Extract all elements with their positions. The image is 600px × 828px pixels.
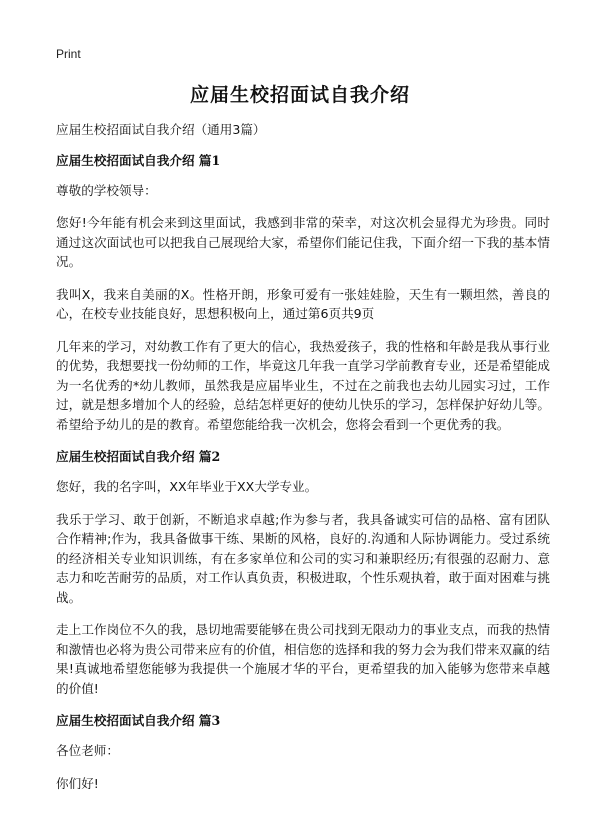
print-label: Print xyxy=(56,47,81,61)
section-3-paragraph: 你们好! xyxy=(56,775,99,791)
document-body xyxy=(56,120,550,806)
section-heading-1: 应届生校招面试自我介绍 篇1 xyxy=(56,152,221,168)
page-title: 应届生校招面试自我介绍 xyxy=(189,84,410,106)
document-subtitle: 应届生校招面试自我介绍（通用3篇） xyxy=(56,122,266,137)
section-heading-3: 应届生校招面试自我介绍 篇3 xyxy=(56,713,221,728)
section-3-paragraph: 各位老师： xyxy=(56,743,119,758)
section-2-paragraph: 您好，我的名字叫，XX年毕业于XX大学专业。 xyxy=(56,479,318,494)
section-2-paragraph: 走上工作岗位不久的我，恳切地需要能够在贵公司找到无限动力的事业支点，而我的热情和激情也必将为贵公司带来应有的价值，相信您的选择和我的努力会为我们带来双赢的结果!真诚地希望您能够为我提供一个施展才华的平台，更希望我的加入能够为您带来卓越的价值! xyxy=(56,622,550,696)
section-2-paragraph: 我乐于学习、敢于创新，不断追求卓越;作为参与者，我具备诚实可信的品格、富有团队合作精神;作为，我具备做事干练、果断的风格，良好的.沟通和人际协调能力。受过系统的经济相关专业知识训练，有在多家单位和公司的实习和兼职经历;有很强的忍耐力、意志力和吃苦耐劳的品质，对工作认真负责，积极进取，个性乐观执着，敢于面对困难与挑战。 xyxy=(56,511,550,605)
section-1-paragraph: 几年来的学习，对幼教工作有了更大的信心，我热爱孩子，我的性格和年龄是我从事行业的优势，我想要找一份幼师的工作，毕竟这几年我一直学习学前教育专业，还是希望能成为一名优秀的*幼儿教师，虽然我是应届毕业生，不过在之前我也去幼儿园实习过，工作过，就是想多增加个人的经验，总结怎样更好的使幼儿快乐的学习，怎样保护好幼儿等。希望给予幼儿的是的教育。希望您能给我一次机会，您将会看到一个更优秀的我。 xyxy=(56,338,550,432)
section-1-paragraph: 您好!今年能有机会来到这里面试，我感到非常的荣幸，对这次机会显得尤为珍贵。同时通过这次面试也可以把我自己展现给大家，希望你们能记住我，下面介绍一下我的基本情况。 xyxy=(56,215,550,269)
section-heading-2: 应届生校招面试自我介绍 篇2 xyxy=(56,449,221,464)
section-1-paragraph: 尊敬的学校领导： xyxy=(56,182,157,198)
section-1-paragraph: 我叫X，我来自美丽的X。性格开朗，形象可爱有一张娃娃脸，天生有一颗坦然，善良的心，在校专业技能良好，思想积极向上，通过第6页共9页 xyxy=(56,286,550,321)
